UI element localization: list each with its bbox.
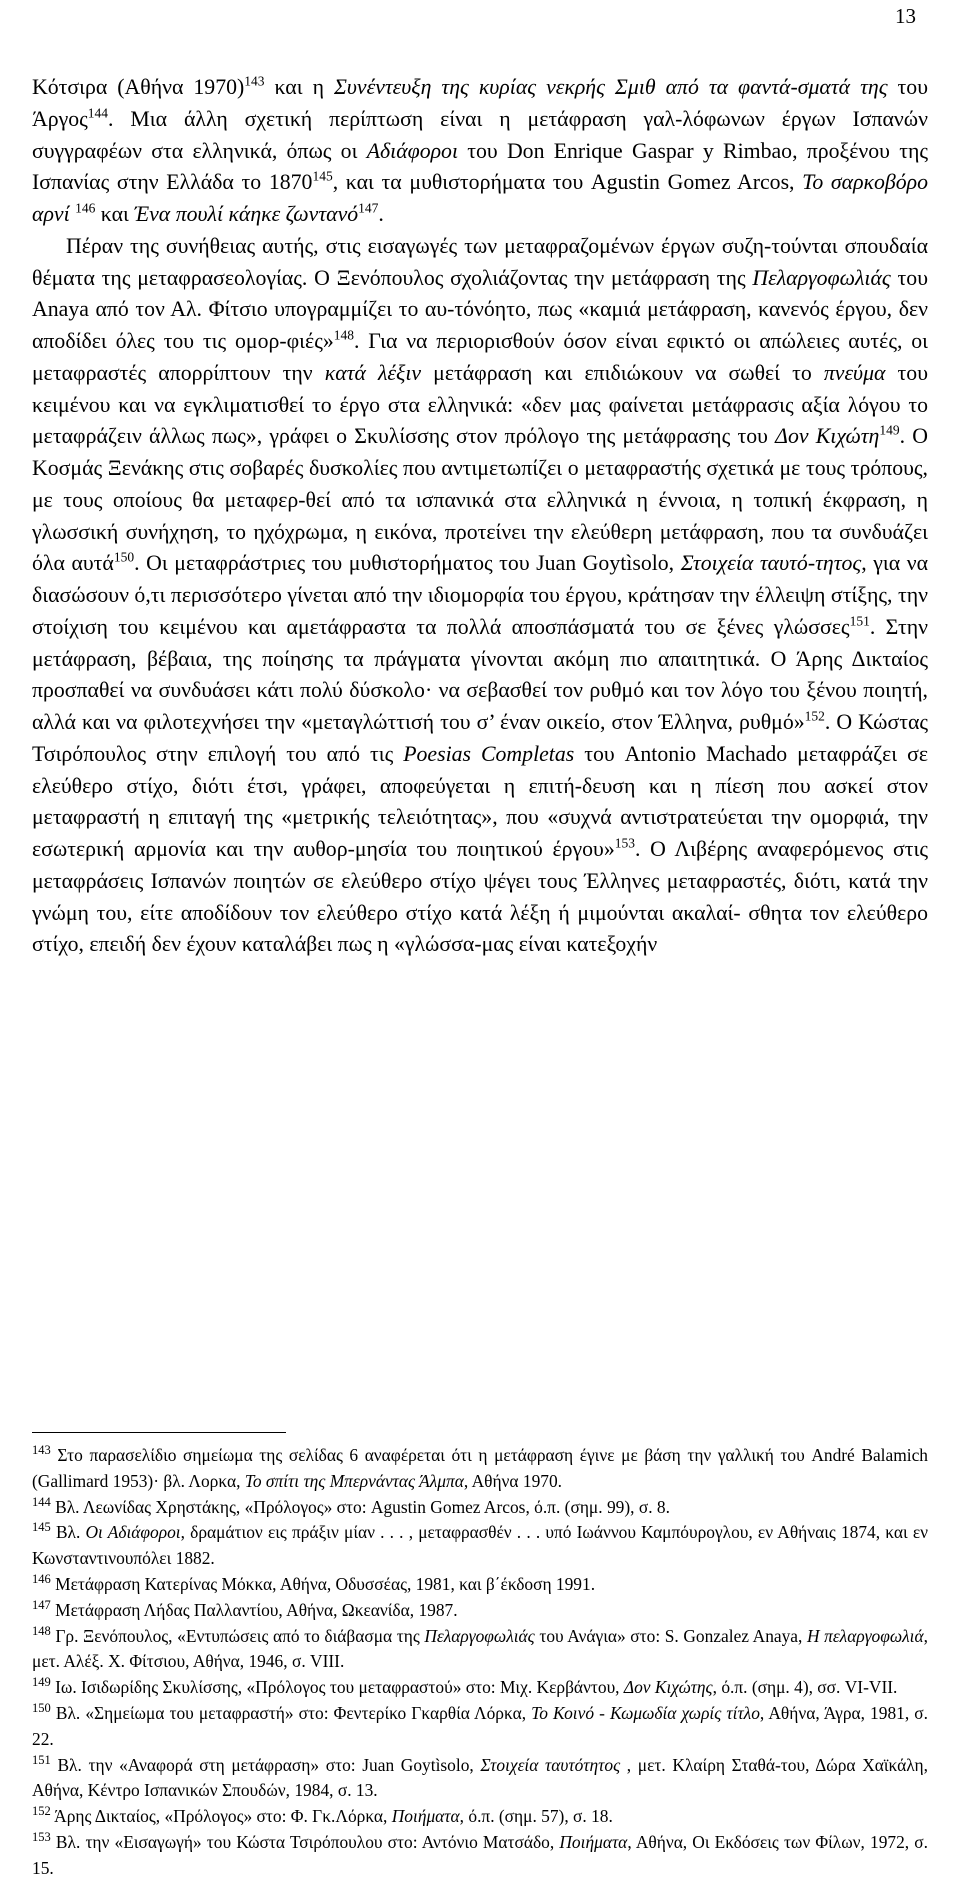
text-run: Βλ. την «Αναφορά στη μετάφραση» στο: Juan Goytìsolo, <box>50 1754 481 1775</box>
text-run: Βλ. «Σημείωμα του μεταφραστή» στο: Φεντερίκο Γκαρθία Λόρκα, <box>50 1702 532 1723</box>
footnote-reference: 143 <box>244 73 265 89</box>
footnote-number: 146 <box>32 1572 51 1587</box>
footnote-reference: 147 <box>358 200 379 216</box>
footnote <box>32 1624 928 1676</box>
text-run: και <box>95 202 135 226</box>
italic-text: Το σπίτι της Μπερνάντας Άλμπα <box>244 1470 464 1491</box>
footnote-reference: 149 <box>879 422 900 438</box>
footnote-number: 148 <box>32 1623 51 1638</box>
text-run: του Άργος <box>32 75 929 131</box>
footnote <box>32 1572 928 1598</box>
body-paragraph <box>32 231 928 961</box>
italic-text: Δον Κιχώτη <box>775 424 880 449</box>
italic-text: Ένα πουλί κάηκε ζωντανό <box>134 202 359 226</box>
text-run: , ό.π. (σημ. 4), σσ. VI-VII. <box>712 1677 898 1698</box>
footnote-number: 151 <box>32 1752 51 1767</box>
page-number: 13 <box>895 4 916 28</box>
italic-text: Οι Αδιάφοροι <box>85 1522 181 1543</box>
text-run: Κότσιρα (Αθήνα 1970) <box>32 75 245 99</box>
footnote-reference: 153 <box>614 835 635 851</box>
text-run: Πέραν της συνήθειας αυτής, στις εισαγωγές των μεταφραζομένων έργων συζη-τούνται σπουδαία θέματα της μεταφρασεολογίας. Ο Ξενόπουλος σχολιάζοντας την μετάφραση της <box>32 233 928 290</box>
text-run: Μετάφραση Κατερίνας Μόκκα, Αθήνα, Οδυσσέας, 1981, και β΄έκδοση 1991. <box>50 1573 596 1594</box>
text-run: . Ο Κώστας Τσιρόπουλος στην επιλογή του από τις <box>32 710 929 766</box>
text-run: . Στην μετάφραση, βέβαια, της ποίησης τα πράγματα γίνονται ακόμη πιο απαιτητικά. Ο Άρης Δικταίος προσπαθεί να συνδυάσει κάτι πολύ δύσκολο· να σεβασθεί τον ρυθμό και τον λόγο του ξένου ποιητή, αλλά και να φιλοτεχνήσει την «μεταγλώττισή του σ’ έναν οικείο, στον Έλληνα, ρυθμό» <box>32 614 928 734</box>
footnote <box>32 1495 928 1521</box>
italic-text: Συνέντευξη της κυρίας νεκρής Σμιθ από τα φαντά-σματά της <box>333 75 888 99</box>
footnote-number: 153 <box>32 1830 51 1845</box>
footnote <box>32 1804 928 1830</box>
text-run: . Για να περιορισθούν όσον είναι εφικτό οι απώλειες αυτές, οι μεταφραστές απορρίπτουν την <box>32 329 928 385</box>
italic-text: Στοιχεία ταυτότητος <box>480 1754 621 1775</box>
text-run: Βλ. <box>50 1522 86 1543</box>
text-run: , Αθήνα, Άγρα, 1981, σ. 22. <box>32 1702 928 1749</box>
footnote-number: 143 <box>32 1443 51 1458</box>
footnote-separator <box>32 1432 286 1433</box>
footnote-number: 149 <box>32 1675 51 1690</box>
footnote <box>32 1701 928 1753</box>
footnote-number: 147 <box>32 1597 51 1612</box>
text-run: , μετ. Κλαίρη Σταθά-του, Δώρα Χαϊκάλη, Αθήνα, Κέντρο Ισπανικών Σπουδών, 1984, σ. 13. <box>32 1754 928 1801</box>
text-run: , Αθήνα 1970. <box>463 1470 562 1491</box>
text-run: , ό.π. (σημ. 57), σ. 18. <box>459 1806 613 1827</box>
text-run: Βλ. Λεωνίδας Χρηστάκης, «Πρόλογος» στο: Agustin Gomez Arcos, ό.π. (σημ. 99), σ. 8. <box>50 1496 670 1517</box>
italic-text: Poesias Completas <box>403 741 575 766</box>
footnotes-section <box>32 1443 928 1882</box>
footnote <box>32 1830 928 1882</box>
text-run: του Antonio Machado μεταφράζει σε ελεύθερο στίχο, διότι έτσι, γράφει, αποφεύγεται η επιτή-δευση και η πίεση που ασκεί στον μεταφραστή η επιταγή της «μετρικής τελειότητας», που «συχνά αντιστρατεύεται την ομορφιά, την εσωτερική αρμονία και την αυθορ-μησία του ποιητικού έργου» <box>32 741 928 861</box>
italic-text: Το σαρκοβόρο αρνί <box>32 170 929 226</box>
body-paragraph <box>32 72 928 231</box>
italic-text: Η πελαργοφωλιά <box>806 1625 924 1646</box>
footnote-reference: 151 <box>849 613 870 629</box>
text-run: Στο παρασελίδιο σημείωμα της σελίδας 6 αναφέρεται ότι η μετάφραση έγινε με βάση την γαλλική του André Balamich (Gallimard 1953)· βλ. Λορκα, <box>32 1445 928 1491</box>
main-body-text <box>32 72 928 961</box>
footnote-number: 145 <box>32 1520 51 1535</box>
footnote <box>32 1675 928 1701</box>
text-run: του Anaya από τον Αλ. Φίτσιο υπογραμμίζει το αυ-τόνόητο, πως «καμιά μετάφραση, κανενός έργου, δεν αποδίδει όλες του τις ομορ-φιές» <box>32 265 928 353</box>
footnote <box>32 1443 928 1495</box>
italic-text: Ποιήματα <box>391 1806 460 1827</box>
text-run: . Μια άλλη σχετική περίπτωση είναι η μετάφραση γαλ-λόφωνων έργων Ισπανών συγγραφέων στα ελληνικά, όπως οι <box>32 106 928 163</box>
text-run: του κειμένου και να εγκλιματισθεί το έργο στα ελληνικά: «δεν μας φαίνεται μετάφρασις αξία λόγου το μεταφράζειν άλλως πως», γράφει ο Σκυλίσσης στον πρόλογο της μετάφρασης του <box>32 360 928 449</box>
text-run: Γρ. Ξενόπουλος, «Εντυπώσεις από το διάβασμα της <box>50 1625 425 1646</box>
footnote-reference: 152 <box>804 708 825 724</box>
italic-text: Πελαργοφωλιάς <box>752 265 891 290</box>
text-run: , δραμάτιον εις πράξιν μίαν . . . , μεταφρασθέν . . . υπό Ιωάννου Καμπόυρογλου, εν Αθήναις 1874, και εν Κωνσταντινουπόλει 1882. <box>32 1522 929 1569</box>
text-run: Μετάφραση Λήδας Παλλαντίου, Αθήνα, Ωκεανίδα, 1987. <box>50 1599 458 1620</box>
italic-text: Στοιχεία ταυτό-τητος <box>680 551 862 576</box>
footnote-reference: 145 <box>312 168 333 184</box>
footnote-reference: 148 <box>333 327 354 343</box>
italic-text: Πελαργοφωλιάς <box>424 1625 535 1646</box>
text-run: . Ο Λιβέρης αναφερόμενος στις μεταφράσεις Ισπανών ποιητών σε ελεύθερο στίχο ψέγει τους Έλληνες μεταφραστές, διότι, κατά την γνώμη του, είτε αποδίδουν τον ελεύθερο στίχο κατά λέξη ή μιμούνται ακαλαί- σθητα τον ελεύθερο στίχο, επειδή δεν έχουν καταλάβει πως η «γλώσσα-μας είναι κατεξοχήν <box>32 837 928 957</box>
text-run: . Ο Κοσμάς Ξενάκης στις σοβαρές δυσκολίες που αντιμετωπίζει ο μεταφραστής σχετικά με τους τρόπους, με τους οποίους θα μεταφερ-θεί από τα ισπανικά στα ελληνικά η έννοια, η τοπική έκφραση, η γλωσσική συνήχηση, το ηχόχρωμα, η εικόνα, προτείνει την ελεύθερη μετάφραση, που τα συνδυάζει όλα αυτά <box>32 424 929 576</box>
italic-text: Ποιήματα <box>559 1831 628 1852</box>
footnote <box>32 1753 928 1805</box>
footnote <box>32 1598 928 1624</box>
text-run: και η <box>264 75 334 99</box>
text-run: Ιω. Ισιδωρίδης Σκυλίσσης, «Πρόλογος του μεταφραστού» στο: Μιχ. Κερβάντου, <box>50 1677 624 1698</box>
footnote-reference: 144 <box>87 105 109 121</box>
italic-text: Το Κοινό - Κωμωδία χωρίς τίτλο <box>531 1702 760 1723</box>
footnote-reference: 146 <box>75 200 96 216</box>
text-run: Άρης Δικταίος, «Πρόλογος» στο: Φ. Γκ.Λόρκα, <box>50 1806 392 1827</box>
text-run: , για να διασώσουν ό,τι περισσότερο γίνεται από την ιδιομορφία του έργου, κράτησαν την έλλειψη στίξης, την στοίχιση του κειμένου και αμετάφραστα τα πολλά αποσπάσματά του σε ξένες γλώσσες <box>32 551 929 639</box>
footnote-reference: 150 <box>113 549 135 565</box>
text-run: του Don Enrique Gaspar y Rimbao, προξένου της Ισπανίας στην Ελλάδα το 1870 <box>32 138 928 195</box>
text-run: μετάφραση και επιδιώκουν να σωθεί το <box>421 360 824 385</box>
italic-text: Δον Κιχώτης <box>623 1677 713 1698</box>
footnote-number: 152 <box>32 1804 51 1819</box>
footnote-number: 144 <box>32 1494 51 1509</box>
text-run: , Αθήνα, Οι Εκδόσεις των Φίλων, 1972, σ. 15. <box>32 1831 928 1878</box>
italic-text: Αδιάφοροι <box>366 138 459 163</box>
text-run: του Ανάγια» στο: S. Gonzalez Anaya, <box>534 1625 807 1646</box>
italic-text: κατά λέξιν <box>324 360 422 385</box>
text-run: . Οι μεταφράστριες του μυθιστορήματος του Juan Goytìsolo, <box>134 551 681 576</box>
text-run: Βλ. την «Εισαγωγή» του Κώστα Τσιρόπουλου στο: Αντόνιο Ματσάδο, <box>50 1831 560 1852</box>
text-run: , και τα μυθιστορήματα του Agustin Gomez Arcos, <box>332 170 803 195</box>
italic-text: πνεύμα <box>823 360 886 385</box>
text-run: . <box>378 202 384 226</box>
footnote-number: 150 <box>32 1701 51 1716</box>
footnote <box>32 1520 928 1572</box>
text-run: , μετ. Αλέξ. Χ. Φίτσιου, Αθήνα, 1946, σ. VIII. <box>32 1625 928 1672</box>
